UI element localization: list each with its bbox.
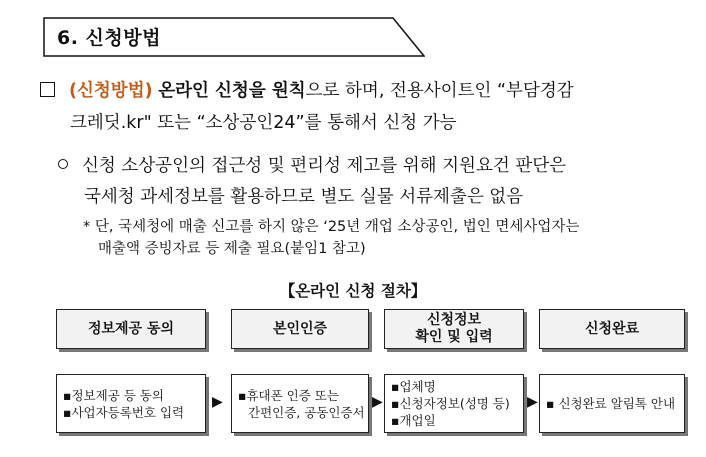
step-consent-label: 정보제공 동의: [87, 320, 175, 337]
detail-complete: [539, 374, 685, 433]
step-verification-label: 본인인증: [272, 320, 328, 337]
detail-consent-item2: ▪사업자등록번호 입력: [63, 404, 185, 420]
main-point-line2: 크레딧.kr" 또는 “소상공인24”를 통해서 신청 가능: [70, 113, 457, 133]
detail-verification: [231, 374, 369, 433]
sub-point-line1: [58, 150, 566, 182]
step-consent: [56, 309, 206, 349]
detail-verification-item1: ▪휴대폰 인증 또는: [238, 387, 339, 403]
arrow-right-icon: ▶: [527, 394, 538, 410]
main-point-bold: 온라인 신청을 원칙: [158, 81, 306, 101]
main-point-line1: [40, 75, 574, 107]
section-title: 6. 신청방법: [57, 27, 161, 49]
note-line1: * 단, 국세청에 매출 신고를 하지 않은 ‘25년 개업 소상공인, 법인 면세사업자는: [83, 219, 580, 235]
note-line2: 매출액 증빙자료 등 제출 필요(붙임1 참고): [98, 241, 366, 257]
detail-consent: [56, 374, 206, 433]
main-point-label: (신청방법): [69, 81, 153, 101]
step-complete-label: 신청완료: [584, 320, 640, 337]
detail-complete-item1: ▪ 신청완료 알림톡 안내: [546, 396, 676, 411]
step-verification: [231, 309, 369, 349]
step-info-entry-label1: 신청정보: [426, 312, 482, 328]
detail-consent-item1: ▪정보제공 등 동의: [63, 387, 164, 403]
detail-verification-item2: 간편인증, 공동인증서: [248, 404, 365, 420]
arrow-right-icon: ▶: [372, 394, 383, 410]
detail-info-entry-item3: ▪개업일: [391, 413, 436, 428]
sub-point-text1: 신청 소상공인의 접근성 및 편리성 제고를 위해 지원요건 판단은: [82, 156, 567, 176]
main-point-rest: 으로 하며, 전용사이트인 “부담경감: [305, 81, 574, 101]
arrow-right-icon: ▶: [212, 394, 223, 410]
detail-info-entry-item2: ▪신청자정보(성명 등): [391, 396, 510, 411]
step-info-entry: [384, 309, 524, 349]
sub-point-line2: 국세청 과세정보를 활용하므로 별도 실물 서류제출은 없음: [84, 187, 524, 207]
section-header: [43, 17, 425, 57]
step-info-entry-label2: 확인 및 입력: [415, 329, 493, 345]
detail-info-entry-item1: ▪업체명: [391, 379, 436, 394]
circle-bullet-icon: [58, 159, 68, 169]
procedure-title: 【온라인 신청 절차】: [279, 282, 427, 300]
step-complete: [539, 309, 685, 349]
square-bullet-icon: [40, 82, 55, 97]
detail-info-entry: [384, 374, 524, 433]
